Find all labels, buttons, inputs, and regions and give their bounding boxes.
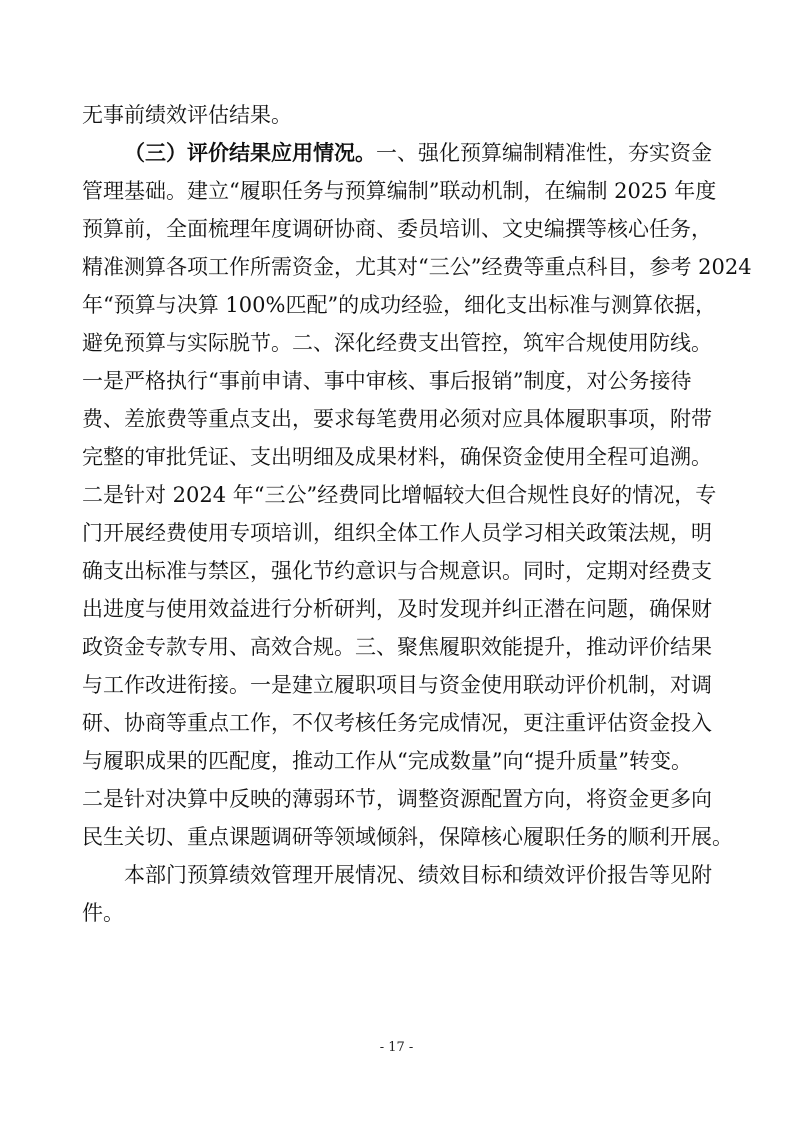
paragraph-line: 门开展经费使用专项培训，组织全体工作人员学习相关政策法规，明: [82, 521, 712, 545]
paragraph-line: 预算前，全面梳理年度调研协商、委员培训、文史编撰等核心任务，: [82, 217, 712, 241]
paragraph-line: 二是针对决算中反映的薄弱环节，调整资源配置方向，将资金更多向: [82, 787, 712, 811]
section-heading: 评价结果应用情况。: [187, 140, 376, 165]
paragraph-line: 政资金专款专用、高效合规。三、聚焦履职效能提升，推动评价结果: [82, 635, 712, 659]
paragraph-line: 一、强化预算编制精准性，夯实资金: [376, 141, 712, 165]
paragraph-line: 精准测算各项工作所需资金，尤其对“三公”经费等重点科目，参考 2024: [82, 255, 752, 279]
section-heading-line: [82, 134, 722, 172]
section-heading-prefix: （三）: [124, 140, 187, 165]
page-number: - 17 -: [379, 1040, 414, 1055]
paragraph-line: 管理基础。建立“履职任务与预算编制”联动机制，在编制 2025 年度: [82, 179, 717, 203]
paragraph-line: 费、差旅费等重点支出，要求每笔费用必须对应具体履职事项，附带: [82, 407, 712, 431]
paragraph-line: 年“预算与决算 100%匹配”的成功经验，细化支出标准与测算依据，: [82, 293, 717, 317]
paragraph-line: 与履职成果的匹配度，推动工作从“完成数量”向“提升质量”转变。: [82, 749, 692, 773]
paragraph-line: 研、协商等重点工作，不仅考核任务完成情况，更注重评估资金投入: [82, 711, 712, 735]
paragraph-line: 避免预算与实际脱节。二、深化经费支出管控，筑牢合规使用防线。: [82, 331, 712, 355]
paragraph-line: 与工作改进衔接。一是建立履职项目与资金使用联动评价机制，对调: [82, 673, 712, 697]
paragraph-line: 一是严格执行“事前申请、事中审核、事后报销”制度，对公务接待: [82, 369, 692, 393]
paragraph-line: 无事前绩效评估结果。: [82, 103, 292, 127]
paragraph-line: 件。: [82, 901, 124, 925]
paragraph-line: 二是针对 2024 年“三公”经费同比增幅较大但合规性良好的情况，专: [82, 483, 717, 507]
paragraph-line: 出进度与使用效益进行分析研判，及时发现并纠正潜在问题，确保财: [82, 597, 712, 621]
body-text: [82, 96, 752, 932]
paragraph-line: 本部门预算绩效管理开展情况、绩效目标和绩效评价报告等见附: [124, 863, 712, 887]
paragraph-line: 完整的审批凭证、支出明细及成果材料，确保资金使用全程可追溯。: [82, 445, 712, 469]
paragraph-line: 确支出标准与禁区，强化节约意识与合规意识。同时，定期对经费支: [82, 559, 712, 583]
paragraph-line: 民生关切、重点课题调研等领域倾斜，保障核心履职任务的顺利开展。: [82, 825, 733, 849]
